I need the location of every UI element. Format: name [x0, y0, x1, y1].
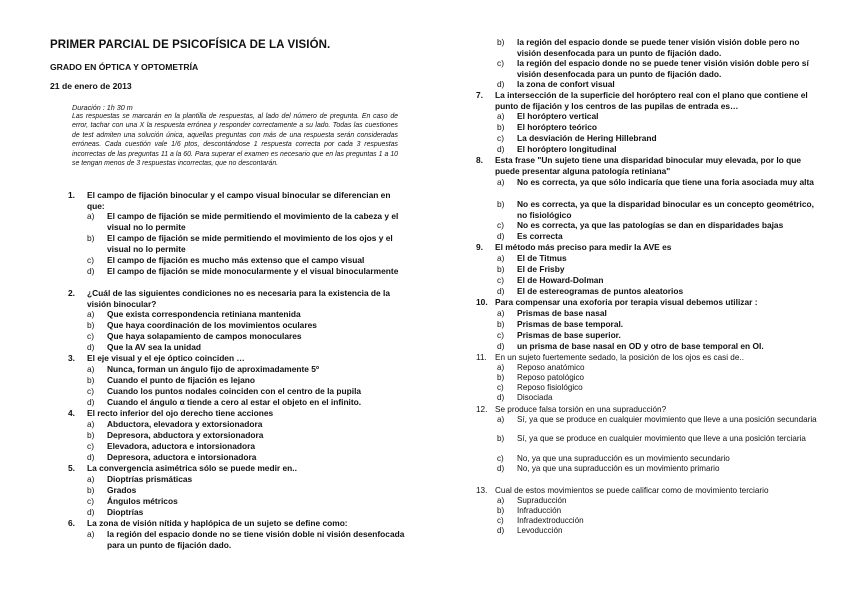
option: c) Ángulos métricos — [87, 496, 178, 506]
option: c) Prismas de base superior. — [497, 330, 621, 340]
option: d) Dioptrías — [87, 507, 144, 517]
option: c) La desviación de Hering Hillebrand — [497, 133, 657, 143]
option: c) Cuando los puntos nodales coinciden con el centro de la pupila — [87, 386, 362, 396]
option: b) Grados — [87, 485, 137, 495]
question-number: 10. — [476, 297, 488, 307]
option: c) El de Howard-Dolman — [497, 275, 604, 285]
question-13 — [476, 486, 823, 497]
option: a) la región del espacio donde no se tiene visión doble ni visión desenfocada para un punto de fijación dado. — [87, 529, 405, 550]
option: b) Sí, ya que se produce en cualquier movimiento que lleve a una posición terciaria — [497, 434, 806, 443]
question-text: Esta frase "Un sujeto tiene una disparidad binocular muy elevada, por lo que puede presentar alguna patología retiniana" — [495, 155, 802, 176]
question-number: 3. — [68, 353, 75, 363]
question-number: 13. — [476, 486, 488, 495]
question-number: 9. — [476, 242, 483, 252]
question-text: Para compensar una exoforia por terapia visual debemos utilizar : — [495, 297, 758, 307]
option: a) Sí, ya que se produce en cualquier movimiento que lleve a una posición secundaria — [497, 415, 817, 424]
question-number: 1. — [68, 190, 75, 200]
option: d) No, ya que una supraducción es un movimiento primario — [497, 464, 720, 473]
option: c) Que haya solapamiento de campos monoculares — [87, 331, 302, 341]
option: b) Cuando el punto de fijación es lejano — [87, 375, 255, 385]
option: d) Disociada — [497, 393, 553, 402]
question-6 — [68, 518, 408, 529]
question-text: La convergencia asimétrica sólo se puede medir en.. — [87, 463, 297, 473]
option: a) Dioptrías prismáticas — [87, 474, 193, 484]
question-number: 6. — [68, 518, 75, 528]
option: a) No es correcta, ya que sólo indicaría que tiene una foria asociada muy alta — [497, 177, 814, 187]
exam-date: 21 de enero de 2013 — [50, 81, 132, 91]
question-text: La intersección de la superficie del horóptero real con el plano que contiene el punto de fijación y los centros de las pupilas de entrada es… — [495, 90, 808, 111]
question-text: Cual de estos movimientos se puede calificar como de movimiento terciario — [495, 486, 769, 495]
option: c) El campo de fijación es mucho más extenso que el campo visual — [87, 255, 365, 265]
option: b) No es correcta, ya que la disparidad binocular es un concepto geométrico, no fisiológico — [497, 199, 814, 220]
question-number: 4. — [68, 408, 75, 418]
option: a) El campo de fijación se mide permitiendo el movimiento de la cabeza y el visual no lo permite — [87, 211, 399, 232]
question-10 — [476, 297, 823, 308]
option: d) El horóptero longitudinal — [497, 144, 617, 154]
option: a) El de Titmus — [497, 253, 567, 263]
question-8 — [476, 155, 823, 176]
option: c) No, ya que una supraducción es un movimiento secundario — [497, 454, 730, 463]
option: a) Que exista correspondencia retiniana mantenida — [87, 309, 301, 319]
question-text: El eje visual y el eje óptico coinciden … — [87, 353, 245, 363]
question-number: 12. — [476, 405, 488, 414]
question-2 — [68, 288, 408, 309]
question-number: 8. — [476, 155, 483, 165]
degree-subtitle: GRADO EN ÓPTICA Y OPTOMETRÍA — [50, 62, 199, 72]
question-text: El campo de fijación binocular y el campo visual binocular se diferencian en que: — [87, 190, 391, 211]
option: b) El campo de fijación se mide permitiendo el movimiento de los ojos y el visual no lo permite — [87, 233, 393, 254]
option: b) Reposo patológico — [497, 373, 585, 382]
question-number: 7. — [476, 90, 483, 100]
option: a) Nunca, forman un ángulo fijo de aproximadamente 5º — [87, 364, 320, 374]
option: a) Abductora, elevadora y extorsionadora — [87, 419, 263, 429]
option: c) Elevadora, aductora e intorsionadora — [87, 441, 255, 451]
option: b) la región del espacio donde se puede tener visión visión doble pero no visión desenfocada para un punto de fijación dado. — [497, 37, 800, 58]
question-number: 11. — [476, 353, 487, 362]
question-11 — [476, 353, 823, 364]
question-text: En un sujeto fuertemente sedado, la posición de los ojos es casi de.. — [495, 353, 744, 362]
option: d) Que la AV sea la unidad — [87, 342, 202, 352]
exam-instructions: Las respuestas se marcarán en la plantilla de respuestas, al lado del número de pregunta. En caso de error, tachar con una X la respuesta errónea y responder correctamente a su lado. Todas las cuestiones de test admiten una solución única, aquellas preguntas con más de una respuesta serán consideradas erróneas. Cada cuestión vale 1/6 ptos, descontándose 1 respuesta correcta por cada 3 respuestas incorrectas de las preguntas 11 a la 60. Para superar el examen es necesario que en las preguntas 1 a 10 se tengan menos de 3 respuestas incorrectas, que no descontarán. — [72, 113, 398, 168]
option: a) Supraducción — [497, 496, 567, 505]
question-text: El recto inferior del ojo derecho tiene acciones — [87, 408, 274, 418]
option: d) un prisma de base nasal en OD y otro de base temporal en OI. — [497, 341, 764, 351]
option: b) Infraducción — [497, 506, 562, 515]
question-number: 2. — [68, 288, 75, 298]
option: d) la zona de confort visual — [497, 79, 615, 89]
option: b) El horóptero teórico — [497, 122, 598, 132]
question-7 — [476, 90, 823, 111]
question-1 — [68, 190, 408, 211]
question-text: ¿Cuál de las siguientes condiciones no es necesaria para la existencia de la visión binocular? — [87, 288, 391, 309]
option: a) Reposo anatómico — [497, 363, 585, 372]
question-4 — [68, 408, 408, 419]
question-9 — [476, 242, 823, 253]
option: d) El de estereogramas de puntos aleatorios — [497, 286, 684, 296]
question-3 — [68, 353, 408, 364]
question-5 — [68, 463, 408, 474]
question-12 — [476, 405, 823, 416]
exam-title: PRIMER PARCIAL DE PSICOFÍSICA DE LA VISIÓN. — [50, 39, 331, 51]
option: d) Cuando el ángulo α tiende a cero al estar el objeto en el infinito. — [87, 397, 362, 407]
option: b) Que haya coordinación de los movimientos oculares — [87, 320, 317, 330]
option: a) El horóptero vertical — [497, 111, 599, 121]
option: c) Infradextroducción — [497, 516, 584, 525]
option: b) El de Frisby — [497, 264, 565, 274]
option: b) Prismas de base temporal. — [497, 319, 624, 329]
option: b) Depresora, abductora y extorsionadora — [87, 430, 264, 440]
question-text: La zona de visión nítida y haplópica de un sujeto se define como: — [87, 518, 348, 528]
option: a) Prismas de base nasal — [497, 308, 607, 318]
question-text: Se produce falsa torsión en una supraducción? — [495, 405, 667, 414]
question-number: 5. — [68, 463, 75, 473]
option: d) El campo de fijación se mide monocularmente y el visual binocularmente — [87, 266, 399, 276]
option: d) Depresora, aductora e intorsionadora — [87, 452, 257, 462]
option: c) No es correcta, ya que las patologías se dan en disparidades bajas — [497, 220, 784, 230]
option: c) la región del espacio donde no se puede tener visión visión doble pero sí visión desenfocada para un punto de fijación dado. — [497, 58, 809, 79]
exam-duration: Duración : 1h 30 m — [72, 103, 133, 112]
option: c) Reposo fisiológico — [497, 383, 583, 392]
question-text: El método más preciso para medir la AVE es — [495, 242, 672, 252]
option: d) Es correcta — [497, 231, 563, 241]
option: d) Levoducción — [497, 526, 563, 535]
